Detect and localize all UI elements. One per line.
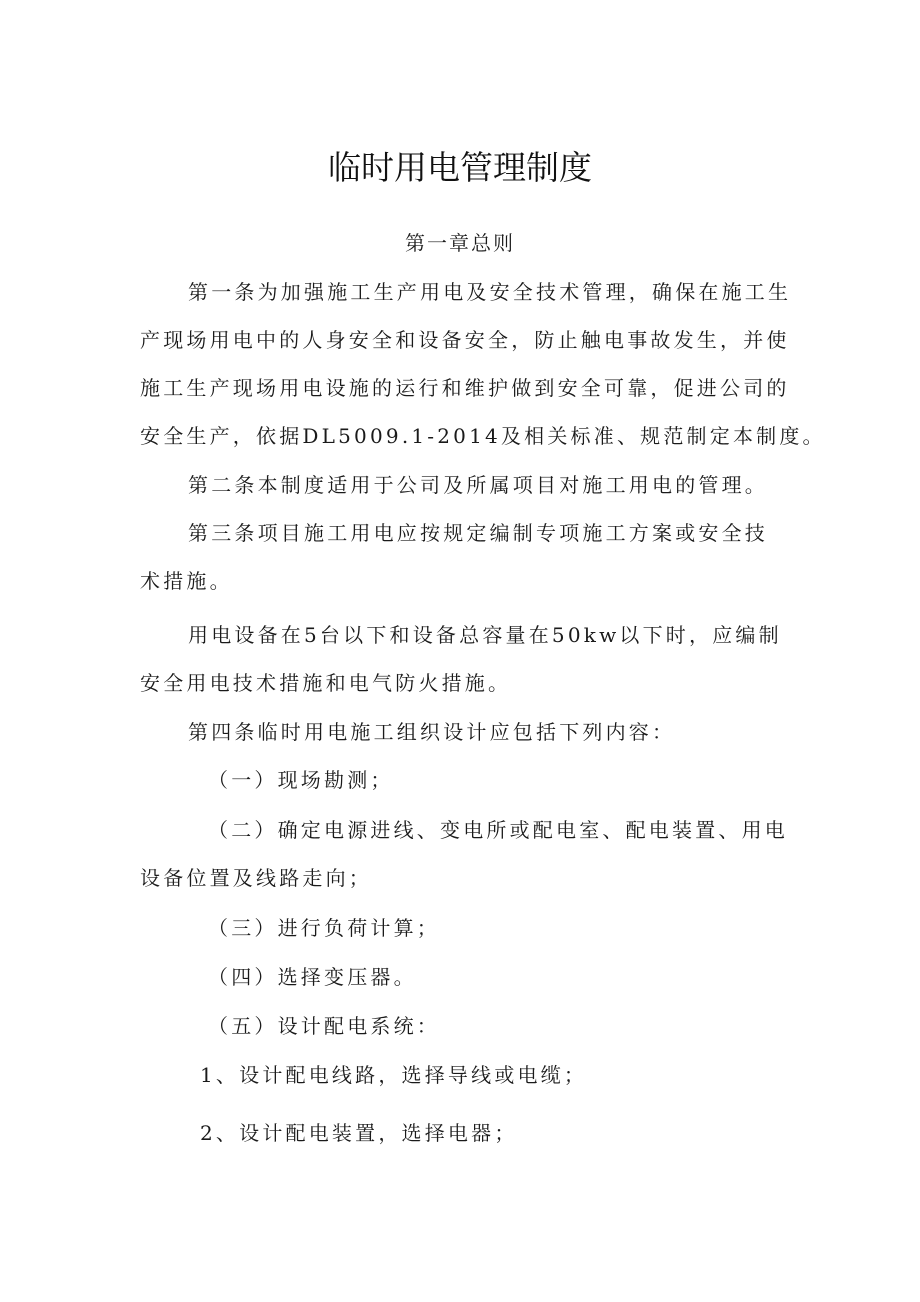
article-1-line-3: 施工生产现场用电设施的运行和维护做到安全可靠，促进公司的: [140, 376, 790, 400]
article-3-line-1: 第三条项目施工用电应按规定编制专项施工方案或安全技: [188, 521, 768, 545]
article-4-line-1: 第四条临时用电施工组织设计应包括下列内容：: [188, 720, 676, 744]
article-3-line-2: 术措施。: [140, 569, 233, 593]
list-item-2-line-1: （二）确定电源进线、变电所或配电室、配电装置、用电: [208, 818, 788, 842]
article-1-line-1: 第一条为加强施工生产用电及安全技术管理，确保在施工生: [188, 280, 792, 304]
sub-item-2: 2、设计配电装置，选择电器；: [200, 1121, 518, 1145]
sub-item-1: 1、设计配电线路，选择导线或电缆；: [200, 1063, 588, 1087]
list-item-3: （三）进行负荷计算；: [208, 916, 440, 940]
list-item-4: （四）选择变压器。: [208, 965, 417, 989]
article-3-para-2-line-2: 安全用电技术措施和电气防火措施。: [140, 671, 512, 695]
list-item-1: （一）现场勘测；: [208, 768, 394, 792]
article-1-line-2: 产现场用电中的人身安全和设备安全，防止触电事故发生，并使: [140, 328, 790, 352]
article-3-para-2-line-1: 用电设备在5台以下和设备总容量在50kw以下时，应编制: [188, 623, 782, 647]
chapter-heading: 第一章总则: [405, 231, 515, 255]
article-2-line-1: 第二条本制度适用于公司及所属项目对施工用电的管理。: [188, 473, 768, 497]
list-item-5: （五）设计配电系统：: [208, 1014, 440, 1038]
document-title: 临时用电管理制度: [328, 148, 592, 187]
list-item-2-line-2: 设备位置及线路走向；: [140, 866, 372, 890]
article-1-line-4: 安全生产，依据DL5009.1-2014及相关标准、规范制定本制度。: [140, 424, 826, 448]
